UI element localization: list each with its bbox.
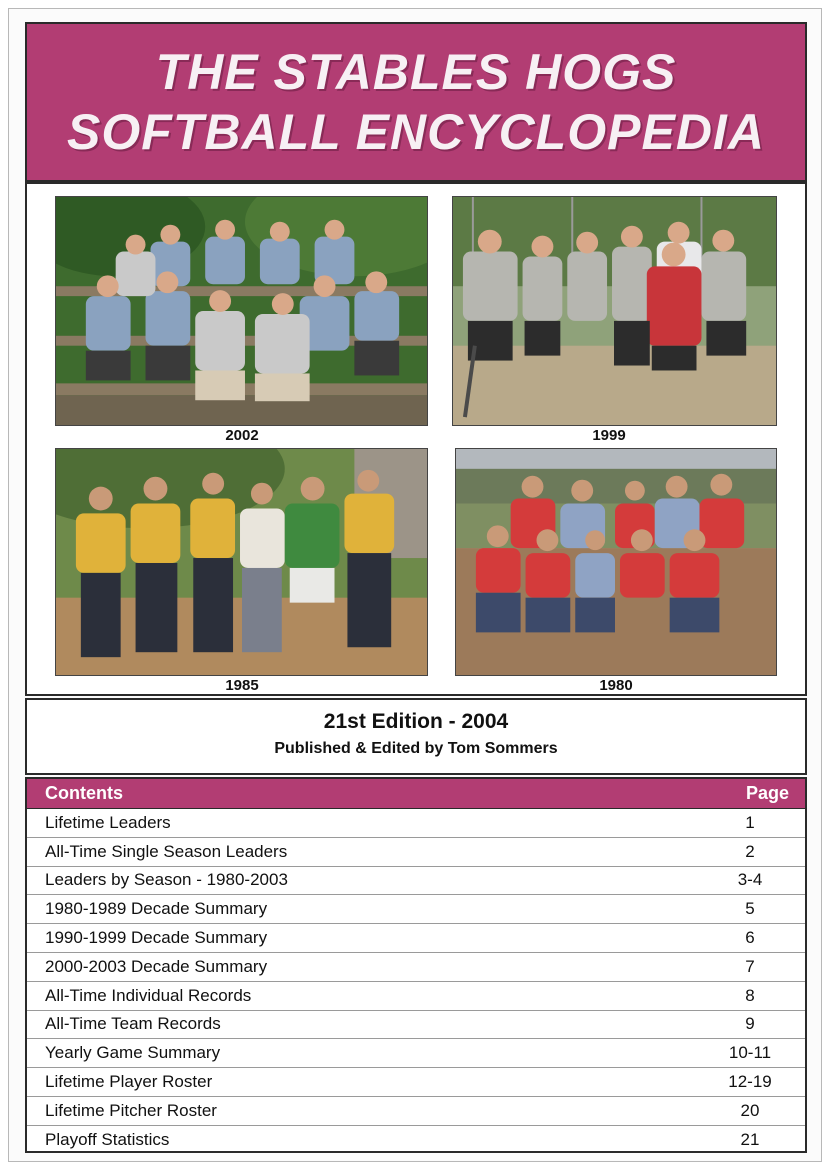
title-line-1: THE STABLES HOGS — [155, 44, 677, 100]
contents-item-page: 6 — [745, 928, 755, 948]
contents-table — [25, 777, 807, 1153]
title-banner — [25, 22, 807, 182]
contents-item-page: 5 — [745, 899, 755, 919]
contents-row — [27, 1097, 805, 1126]
edition-subtitle: Published & Edited by Tom Sommers — [274, 740, 558, 757]
edition-title: 21st Edition - 2004 — [323, 710, 509, 733]
team-photo-1980 — [455, 448, 777, 676]
contents-row — [27, 838, 805, 867]
contents-row — [27, 1011, 805, 1040]
contents-item-label: All-Time Team Records — [45, 1014, 221, 1034]
contents-row — [27, 867, 805, 896]
contents-row — [27, 809, 805, 838]
contents-item-page: 20 — [740, 1100, 760, 1120]
contents-item-label: Yearly Game Summary — [45, 1043, 221, 1063]
contents-item-label: Leaders by Season - 1980-2003 — [45, 870, 288, 890]
contents-item-page: 21 — [740, 1130, 760, 1150]
contents-item-label: 1990-1999 Decade Summary — [45, 928, 268, 948]
contents-row — [27, 924, 805, 953]
photo-gallery — [25, 182, 807, 696]
contents-item-label: Lifetime Leaders — [45, 812, 171, 832]
team-photo-1999 — [452, 196, 777, 426]
photo-caption-1980: 1980 — [599, 677, 633, 694]
contents-row — [27, 1068, 805, 1097]
contents-item-page: 3-4 — [737, 870, 763, 890]
contents-item-page: 8 — [745, 985, 755, 1005]
title-line-2: SOFTBALL ENCYCLOPEDIA — [67, 104, 765, 160]
team-photo-1985 — [55, 448, 428, 676]
contents-item-page: 12-19 — [728, 1072, 772, 1092]
contents-item-page: 10-11 — [728, 1043, 772, 1063]
contents-row — [27, 982, 805, 1011]
page-header-label: Page — [745, 783, 789, 803]
contents-item-page: 9 — [745, 1014, 755, 1034]
contents-row — [27, 953, 805, 982]
contents-item-label: 2000-2003 Decade Summary — [45, 956, 268, 976]
contents-row — [27, 895, 805, 924]
contents-row — [27, 1126, 805, 1155]
photo-caption-2002: 2002 — [225, 427, 259, 444]
contents-item-label: All-Time Single Season Leaders — [45, 841, 288, 861]
contents-item-page: 1 — [745, 812, 755, 832]
contents-header-label: Contents — [45, 783, 123, 803]
contents-item-label: Lifetime Player Roster — [45, 1072, 213, 1092]
edition-box — [25, 698, 807, 775]
contents-item-label: 1980-1989 Decade Summary — [45, 899, 268, 919]
contents-item-label: Playoff Statistics — [45, 1130, 170, 1150]
contents-header — [27, 779, 805, 809]
photo-caption-1985: 1985 — [225, 677, 259, 694]
contents-row — [27, 1039, 805, 1068]
contents-item-page: 7 — [745, 956, 755, 976]
contents-item-page: 2 — [745, 841, 755, 861]
photo-caption-1999: 1999 — [592, 427, 626, 444]
team-photo-2002 — [55, 196, 428, 426]
contents-item-label: All-Time Individual Records — [45, 985, 252, 1005]
contents-item-label: Lifetime Pitcher Roster — [45, 1100, 217, 1120]
